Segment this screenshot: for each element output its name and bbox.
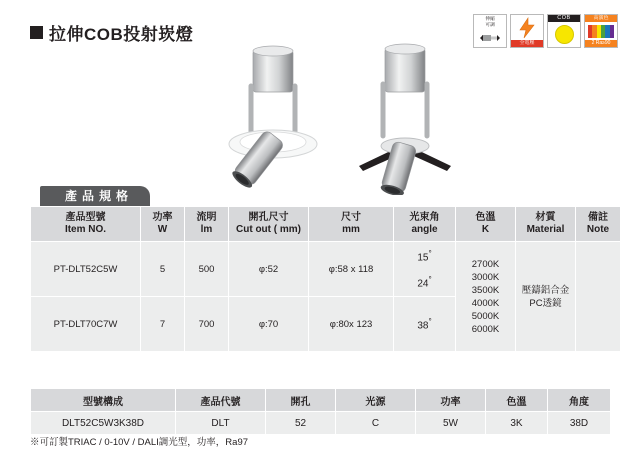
- col-material-en: Material: [526, 224, 565, 235]
- spec-section-tab: 產品規格: [40, 186, 150, 206]
- col-kelvin: [456, 207, 516, 242]
- product-image-left: [205, 40, 345, 190]
- model-value-kelvin: 3K: [486, 412, 548, 435]
- col-angle: [394, 207, 456, 242]
- cell-watt-2: 7: [141, 297, 185, 352]
- model-value-product-code: DLT: [176, 412, 266, 435]
- spec-table-header-row: [31, 207, 621, 242]
- table-row: [31, 242, 621, 297]
- col-size-en: mm: [342, 224, 360, 235]
- badge-adjustable-top-line2: 可調: [485, 22, 495, 28]
- model-value-composition: DLT52C5W3K38D: [31, 412, 176, 435]
- col-kelvin-cn: 色溫: [475, 212, 496, 223]
- kelvin-4000: 4000K: [471, 297, 500, 309]
- cell-note: [576, 242, 621, 352]
- cell-size-1: φ:58 x 118: [309, 242, 394, 297]
- model-col-cutout: 開孔: [266, 389, 336, 412]
- col-cutout: [229, 207, 309, 242]
- model-value-angle: 38D: [548, 412, 611, 435]
- product-spec-table: [30, 206, 621, 352]
- col-cutout-en: Cut out ( mm): [236, 224, 301, 235]
- color-bars-icon: [585, 22, 617, 40]
- cell-kelvin: [456, 242, 516, 352]
- model-value-watt: 5W: [416, 412, 486, 435]
- col-angle-cn: 光束角: [409, 212, 440, 223]
- model-table-header-row: [31, 389, 611, 412]
- angle-num-38: 38: [417, 320, 429, 332]
- cell-material: [516, 242, 576, 352]
- cell-watt-1: 5: [141, 242, 185, 297]
- angle-num-15: 15: [417, 252, 429, 263]
- page-title: 拉伸COB投射崁燈: [49, 25, 194, 44]
- angle-value-24: 24°: [417, 275, 432, 290]
- angle-list-1: [395, 243, 454, 295]
- kelvin-5000: 5000K: [471, 310, 500, 322]
- cell-angle-1: [394, 242, 456, 297]
- kelvin-3500: 3500K: [471, 284, 500, 296]
- model-col-product-code: 產品代號: [176, 389, 266, 412]
- cell-lumen-2: 700: [185, 297, 229, 352]
- product-images: [0, 40, 640, 190]
- col-watt-cn: 功率: [152, 212, 173, 223]
- angle-num-24: 24: [417, 278, 429, 290]
- product-image-right: [335, 40, 485, 195]
- angle-value-38: 38°: [417, 316, 432, 332]
- model-col-light-source: 光源: [336, 389, 416, 412]
- col-note-cn: 備註: [588, 212, 608, 223]
- lightning-icon-svg: [517, 17, 537, 39]
- badge-high-cri-top: 高演色: [585, 15, 617, 22]
- model-col-watt: 功率: [416, 389, 486, 412]
- badge-adjustable-top-line1: 伸縮: [485, 16, 495, 22]
- col-size: [309, 207, 394, 242]
- col-note-en: Note: [586, 224, 610, 235]
- kelvin-2700: 2700K: [471, 258, 500, 270]
- col-lumen-en: lm: [200, 224, 213, 235]
- col-item-no: [31, 207, 141, 242]
- model-composition-table: [30, 388, 611, 435]
- col-angle-en: angle: [411, 224, 438, 235]
- col-note: [576, 207, 621, 242]
- model-col-composition: 型號構成: [31, 389, 176, 412]
- badge-cob-top: COB: [548, 15, 580, 22]
- badge-high-cri-bottom: 2 Ra≥90: [585, 40, 617, 47]
- cell-cutout-1: φ:52: [229, 242, 309, 297]
- cell-cutout-2: φ:70: [229, 297, 309, 352]
- col-watt-en: W: [157, 224, 168, 235]
- col-item-no-cn: 產品型號: [65, 212, 106, 223]
- cell-angle-2: [394, 297, 456, 352]
- footnote: ※可訂製TRIAC / 0-10V / DALI調光型，功率，Ra97: [30, 437, 249, 448]
- badge-universal-voltage-label: 全電壓: [511, 40, 543, 47]
- model-value-cutout: 52: [266, 412, 336, 435]
- col-kelvin-en: K: [481, 224, 490, 235]
- color-bars-shape: [588, 25, 614, 38]
- col-lumen: [185, 207, 229, 242]
- cell-model-2: PT-DLT70C7W: [31, 297, 141, 352]
- table-row: [31, 412, 611, 435]
- model-col-kelvin: 色溫: [486, 389, 548, 412]
- col-material: [516, 207, 576, 242]
- col-item-no-en: Item NO.: [64, 224, 107, 235]
- model-value-light-source: C: [336, 412, 416, 435]
- cell-lumen-1: 500: [185, 242, 229, 297]
- col-cutout-cn: 開孔尺寸: [248, 212, 289, 223]
- model-col-angle: 角度: [548, 389, 611, 412]
- col-material-cn: 材質: [535, 212, 556, 223]
- kelvin-6000: 6000K: [471, 323, 500, 335]
- cell-size-2: φ:80x 123: [309, 297, 394, 352]
- angle-value-15: 15°: [417, 248, 432, 263]
- header-bullet-icon: [30, 26, 43, 39]
- cell-model-1: PT-DLT52C5W: [31, 242, 141, 297]
- col-watt: [141, 207, 185, 242]
- kelvin-3000: 3000K: [471, 271, 500, 283]
- col-lumen-cn: 流明: [196, 212, 217, 223]
- material-line-1: 壓鑄鋁合金: [521, 284, 570, 296]
- lightning-icon: [511, 16, 543, 40]
- material-line-2: PC透鏡: [529, 297, 562, 309]
- col-size-cn: 尺寸: [341, 212, 361, 223]
